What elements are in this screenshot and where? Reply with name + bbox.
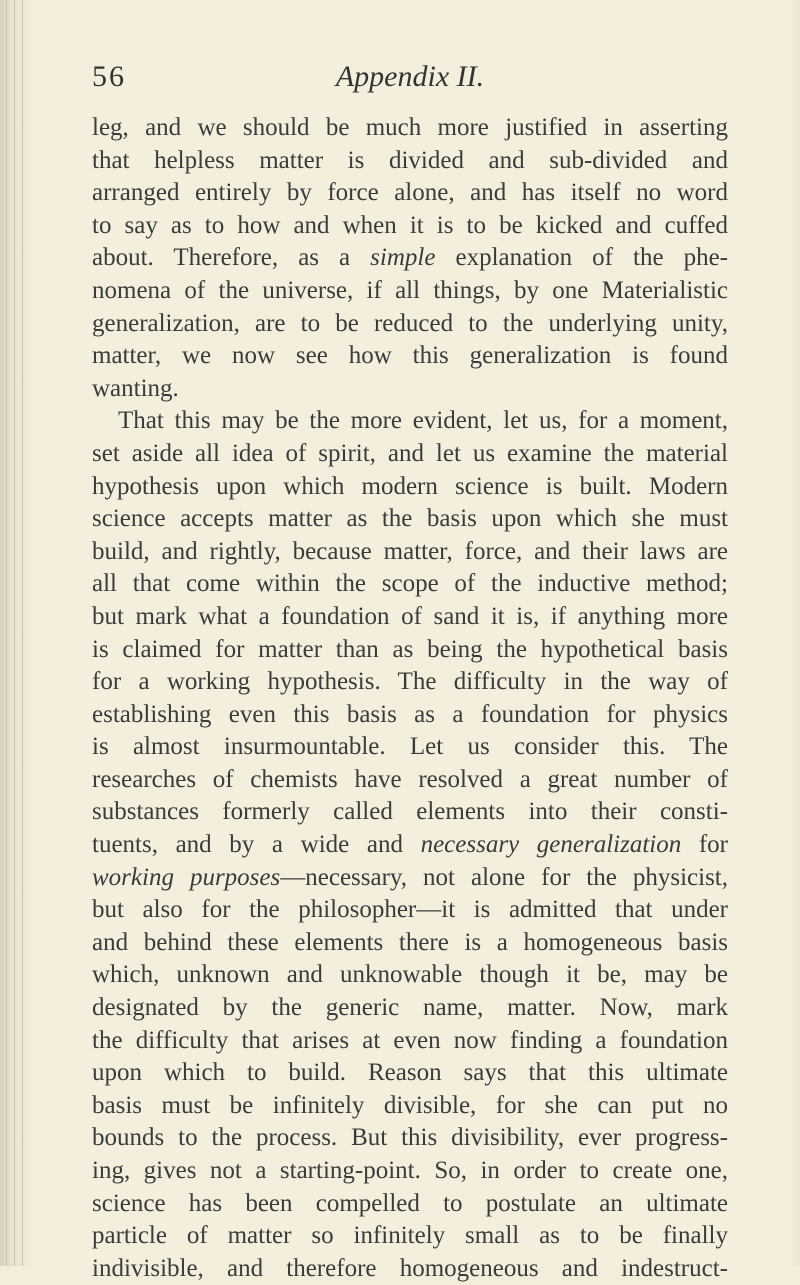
italic-phrase: necessary generalization	[420, 831, 682, 859]
text-line: nomena of the universe, if all things, by one Materialistic	[92, 276, 728, 304]
text-line: for a working hypothesis. The difficulty in the way of	[92, 668, 728, 696]
text-segment: explanation of the phe-	[435, 244, 728, 272]
binding-line	[6, 0, 7, 1266]
running-head: Appendix II.	[335, 60, 485, 93]
text-line: and behind these elements there is a homogeneous basis	[92, 928, 728, 956]
text-line: substances formerly called elements into their consti-	[92, 798, 728, 826]
binding-line	[14, 0, 15, 1266]
text-line: particle of matter so infinitely small as to be finally	[92, 1222, 728, 1250]
text-line: build, and rightly, because matter, force, and their laws are	[92, 537, 728, 565]
text-line	[92, 829, 728, 862]
text-line: leg, and we should be much more justified in asserting	[92, 114, 728, 141]
text-line: is claimed for matter than as being the hypothetical basis	[92, 635, 728, 663]
text-line	[92, 242, 728, 275]
page-header	[92, 60, 728, 100]
text-line: hypothesis upon which modern science is built. Modern	[92, 472, 728, 500]
italic-phrase: working purposes	[92, 863, 281, 891]
text-line: bounds to the process. But this divisibility, ever progress-	[92, 1124, 728, 1152]
text-line: designated by the generic name, matter. Now, mark	[92, 994, 728, 1022]
text-line: That this may be the more evident, let us, for a moment,	[118, 407, 728, 435]
text-segment: —necessary, not alone for the physicist,	[280, 863, 729, 891]
text-line: science accepts matter as the basis upon which she must	[92, 505, 728, 533]
text-line: indivisible, and therefore homogeneous and indestruct-	[92, 1254, 728, 1282]
text-line: matter, we now see how this generalization is found	[92, 342, 728, 370]
text-line: science has been compelled to postulate an ultimate	[92, 1189, 728, 1217]
text-line: which, unknown and unknowable though it be, may be	[92, 961, 728, 989]
text-segment: tuents, and by a wide and	[92, 831, 421, 859]
binding-line	[22, 0, 23, 1266]
text-line: the difficulty that arises at even now finding a foundation	[92, 1026, 728, 1054]
text-line: researches of chemists have resolved a great number of	[92, 765, 728, 793]
text-line: basis must be infinitely divisible, for she can put no	[92, 1091, 728, 1119]
text-line: establishing even this basis as a foundation for physics	[92, 700, 728, 728]
text-line: ing, gives not a starting-point. So, in order to create one,	[92, 1157, 728, 1184]
text-line	[92, 862, 728, 895]
text-line: set aside all idea of spirit, and let us examine the material	[92, 439, 728, 467]
text-line: but mark what a foundation of sand it is, if anything more	[92, 602, 728, 630]
text-line: wanting.	[92, 374, 179, 402]
text-line: but also for the philosopher—it is admitted that under	[92, 896, 728, 924]
body-text	[92, 112, 728, 1285]
page-right-edge	[788, 0, 800, 1266]
text-line: to say as to how and when it is to be kicked and cuffed	[92, 211, 728, 239]
text-line: is almost insurmountable. Let us consider this. The	[92, 733, 728, 761]
text-line: generalization, are to be reduced to the underlying unity,	[92, 309, 728, 337]
page-number: 56	[92, 60, 126, 93]
text-segment: about. Therefore, as a	[92, 244, 371, 272]
text-line: upon which to build. Reason says that this ultimate	[92, 1059, 728, 1087]
text-segment: for	[681, 831, 728, 859]
text-line: arranged entirely by force alone, and has itself no word	[92, 179, 728, 207]
text-line: all that come within the scope of the inductive method;	[92, 570, 728, 598]
text-line: that helpless matter is divided and sub-divided and	[92, 146, 728, 174]
italic-phrase: simple	[370, 244, 436, 272]
